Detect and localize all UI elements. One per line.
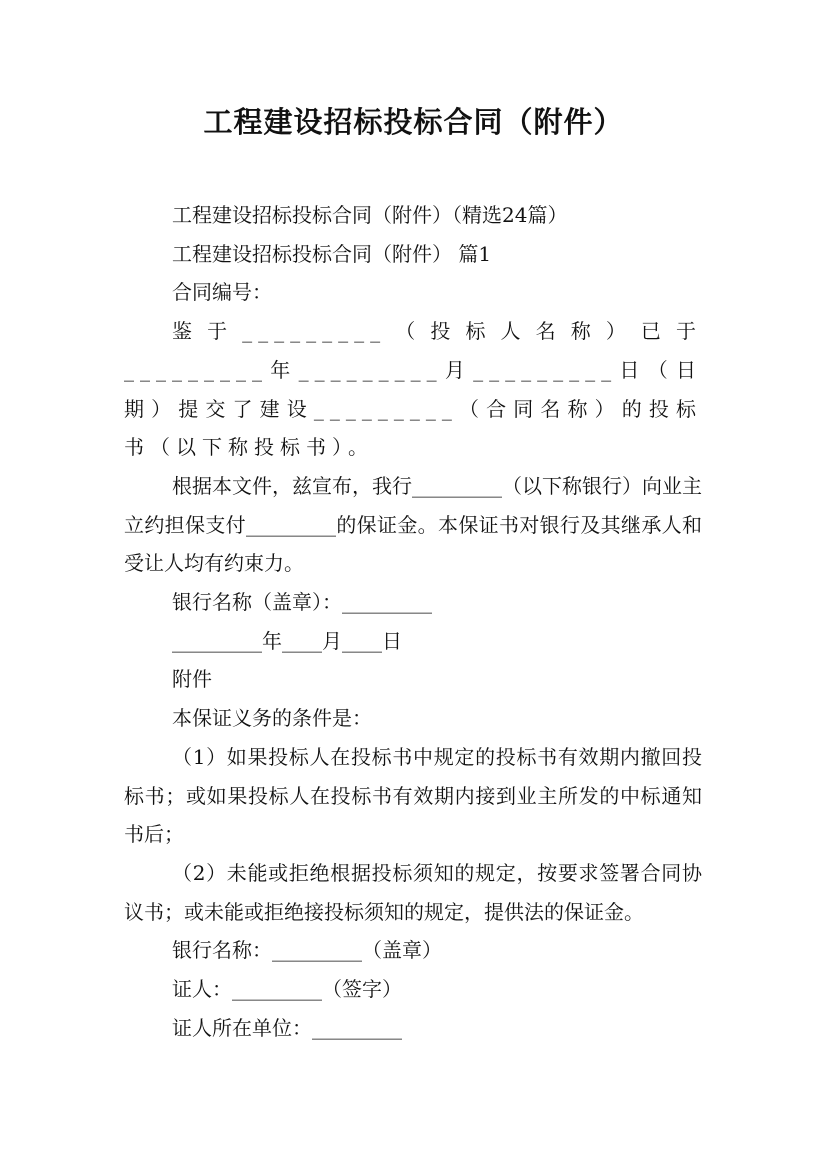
document-title: 工程建设招标投标合同（附件） <box>203 105 624 139</box>
paragraph-condition-2: （2）未能或拒绝根据投标须知的规定，按要求签署合同协议书；或未能或拒绝接投标须知的规定，提供法的保证金。 <box>124 860 702 924</box>
paragraph-condition-1: （1）如果投标人在投标书中规定的投标书有效期内撤回投标书；或如果投标人在投标书有效期内接到业主所发的中标通知书后； <box>124 744 702 847</box>
paragraph-date-line: _________年____月____日 <box>172 628 402 653</box>
paragraph-conditions-intro: 本保证义务的条件是： <box>172 706 372 731</box>
paragraph-whereas: 鉴于_________（投标人名称）已于_________年_________月_________日（日期）提交了建设_________（合同名称）的投标书（以下称投标书）。 <box>124 319 702 460</box>
paragraph-witness-signature: 证人：_________（签字） <box>172 977 402 1002</box>
paragraph-attachment-label: 附件 <box>172 667 212 692</box>
document-body <box>124 196 702 1047</box>
paragraph-witness-organization: 证人所在单位：_________ <box>172 1015 402 1040</box>
paragraph-bank-seal: 银行名称（盖章）：_________ <box>172 590 432 615</box>
paragraph-section-heading: 工程建设招标投标合同（附件） 篇1 <box>172 241 492 266</box>
paragraph-guarantee-declaration: 根据本文件，兹宣布，我行_________（以下称银行）向业主立约担保支付_________的保证金。本保证书对银行及其继承人和受让人均有约束力。 <box>124 473 702 576</box>
paragraph-bank-name-signature: 银行名称：_________（盖章） <box>172 938 442 963</box>
paragraph-contract-number: 合同编号： <box>172 280 272 305</box>
paragraph-subtitle: 工程建设招标投标合同（附件）（精选24篇） <box>172 203 568 227</box>
